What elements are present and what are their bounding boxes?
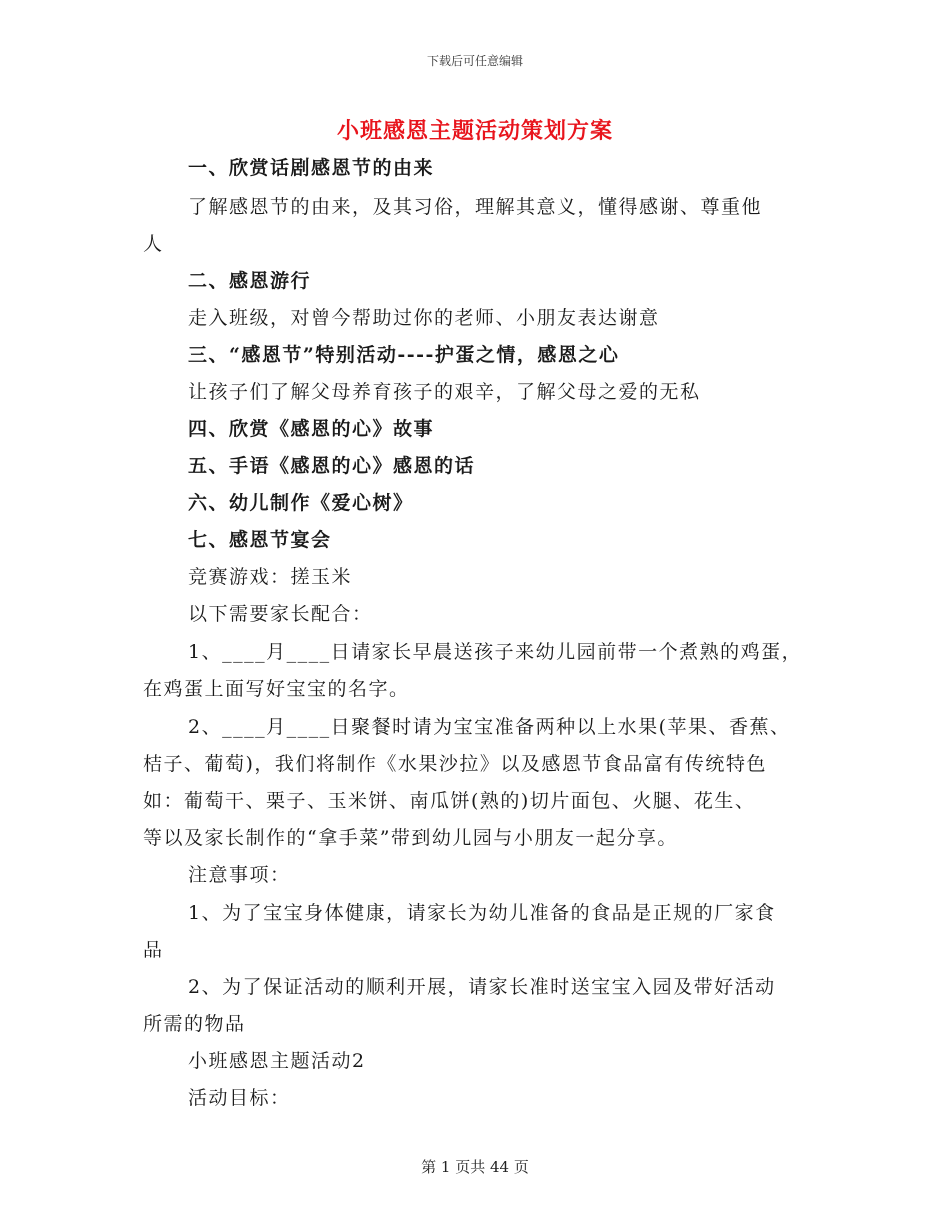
paragraph-line: 品	[143, 939, 164, 961]
section-heading-6: 六、幼儿制作《爱心树》	[188, 492, 414, 514]
paragraph-line: 2、____月____日聚餐时请为宝宝准备两种以上水果(苹果、香蕉、	[188, 716, 791, 738]
section-heading-5: 五、手语《感恩的心》感恩的话	[188, 455, 476, 477]
paragraph-line: 所需的物品	[143, 1013, 246, 1035]
section-heading-3: 三、“感恩节”特别活动----护蛋之情，感恩之心	[188, 344, 620, 366]
paragraph-line: 了解感恩节的由来，及其习俗，理解其意义，懂得感谢、尊重他	[188, 196, 763, 218]
paragraph-line: 让孩子们了解父母养育孩子的艰辛，了解父母之爱的无私	[188, 381, 701, 403]
section-heading-1: 一、欣赏话剧感恩节的由来	[188, 157, 435, 179]
page-footer: 第 1 页共 44 页	[421, 1158, 529, 1176]
paragraph-line: 走入班级，对曾今帮助过你的老师、小朋友表达谢意	[188, 307, 660, 329]
paragraph-line: 1、____月____日请家长早晨送孩子来幼儿园前带一个煮熟的鸡蛋，	[188, 641, 803, 663]
paragraph-line: 在鸡蛋上面写好宝宝的名字。	[143, 678, 410, 700]
paragraph-line: 小班感恩主题活动2	[188, 1050, 366, 1072]
paragraph-line: 注意事项：	[188, 864, 291, 886]
paragraph-line: 活动目标：	[188, 1087, 291, 1109]
paragraph-line: 等以及家长制作的“拿手菜”带到幼儿园与小朋友一起分享。	[143, 827, 678, 849]
section-heading-4: 四、欣赏《感恩的心》故事	[188, 418, 435, 440]
paragraph-line: 2、为了保证活动的顺利开展，请家长准时送宝宝入园及带好活动	[188, 976, 776, 998]
section-heading-7: 七、感恩节宴会	[188, 529, 332, 551]
paragraph-line: 以下需要家长配合：	[188, 603, 373, 625]
paragraph-line: 人	[143, 233, 164, 255]
document-title: 小班感恩主题活动策划方案	[336, 118, 613, 144]
paragraph-line: 竞赛游戏：搓玉米	[188, 566, 353, 588]
header-note: 下载后可任意编辑	[426, 54, 523, 68]
paragraph-line: 桔子、葡萄)，我们将制作《水果沙拉》以及感恩节食品富有传统特色	[143, 753, 767, 775]
section-heading-2: 二、感恩游行	[188, 270, 312, 292]
paragraph-line: 1、为了宝宝身体健康，请家长为幼儿准备的食品是正规的厂家食	[188, 902, 776, 924]
paragraph-line: 如：葡萄干、栗子、玉米饼、南瓜饼(熟的)切片面包、火腿、花生、	[143, 790, 756, 812]
